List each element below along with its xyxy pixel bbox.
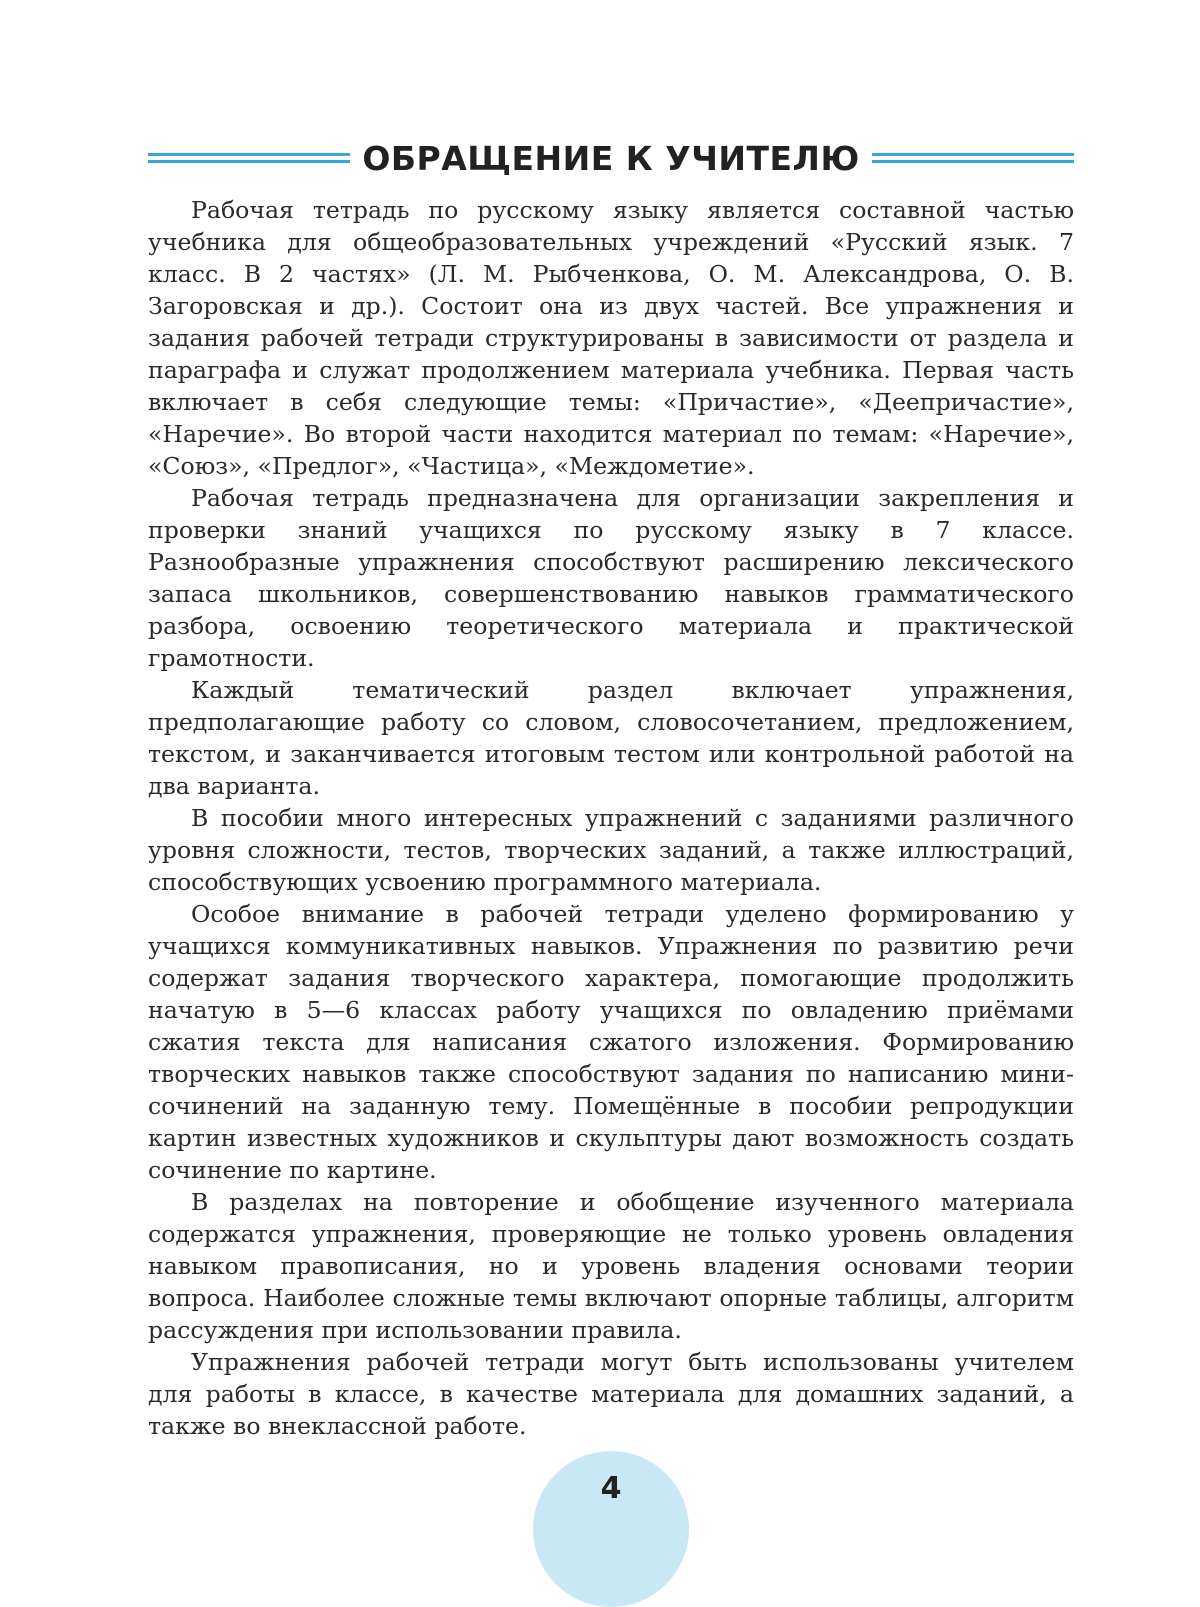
paragraph: Каждый тематический раздел включает упражнения, предполагающие работу со словом, словосочетанием, предложением, текстом, и заканчивается итоговым тестом или контрольной работой на два варианта.	[148, 676, 1074, 800]
body-text	[148, 194, 1074, 1442]
title-row	[148, 130, 1074, 186]
title-rule-right	[872, 153, 1074, 163]
title-rule-left	[148, 153, 350, 163]
page-number: 4	[600, 1471, 622, 1506]
paragraph: Упражнения рабочей тетради могут быть использованы учителем для работы в классе, в качестве материала для домашних заданий, а также во внеклассной работе.	[148, 1348, 1074, 1440]
paragraph: В пособии много интересных упражнений с заданиями различного уровня сложности, тестов, творческих заданий, а также иллюстраций, способствующих усвоению программного материала.	[148, 804, 1074, 896]
page-title: ОБРАЩЕНИЕ К УЧИТЕЛЮ	[362, 138, 860, 178]
page-number-circle	[533, 1451, 689, 1607]
page	[148, 130, 1074, 1442]
paragraph: Рабочая тетрадь по русскому языку является составной частью учебника для общеобразовательных учреждений «Русский язык. 7 класс. В 2 частях» (Л. М. Рыбченкова, О. М. Александрова, О. В. Загоровская и др.). Состоит она из двух частей. Все упражнения и задания рабочей тетради структурированы в зависимости от раздела и параграфа и служат продолжением материала учебника. Первая часть включает в себя следующие темы: «Причастие», «Деепричастие», «Наречие». Во второй части находится материал по темам: «Наречие», «Союз», «Предлог», «Частица», «Междометие».	[148, 196, 1074, 480]
paragraph: Рабочая тетрадь предназначена для организации закрепления и проверки знаний учащихся по русскому языку в 7 классе. Разнообразные упражнения способствуют расширению лексического запаса школьников, совершенствованию навыков грамматического разбора, освоению теоретического материала и практической грамотности.	[148, 484, 1074, 672]
paragraph: Особое внимание в рабочей тетради уделено формированию у учащихся коммуникативных навыков. Упражнения по развитию речи содержат задания творческого характера, помогающие продолжить начатую в 5—6 классах работу учащихся по овладению приёмами сжатия текста для написания сжатого изложения. Формированию творческих навыков также способствуют задания по написанию мини-сочинений на заданную тему. Помещённые в пособии репродукции картин известных художников и скульптуры дают возможность создать сочинение по картине.	[148, 900, 1074, 1184]
paragraph: В разделах на повторение и обобщение изученного материала содержатся упражнения, проверяющие не только уровень овладения навыком правописания, но и уровень владения основами теории вопроса. Наиболее сложные темы включают опорные таблицы, алгоритм рассуждения при использовании правила.	[148, 1188, 1074, 1344]
